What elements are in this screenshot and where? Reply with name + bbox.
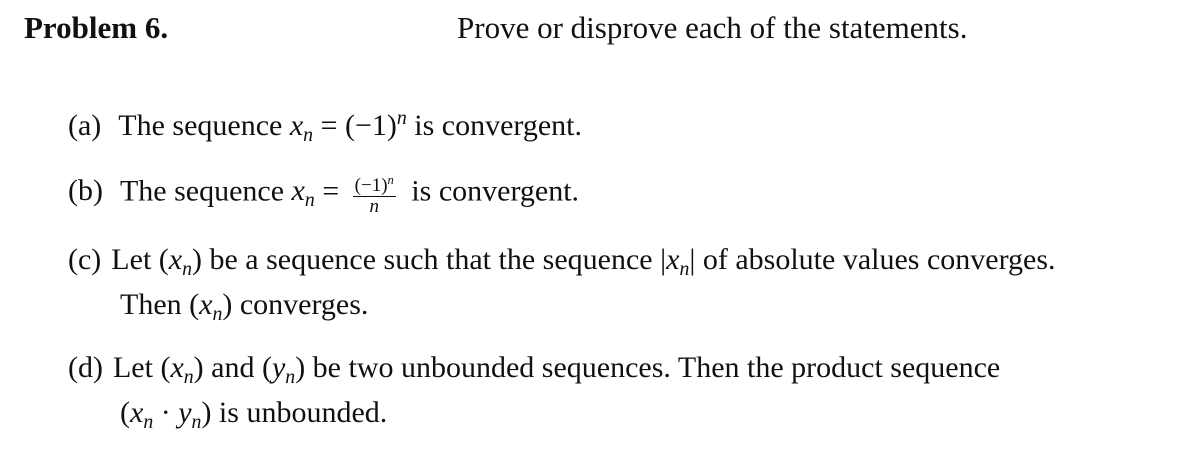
statement-d-line2: $(x_n \cdot y_n)$ is unbounded. bbox=[120, 395, 388, 433]
problem-instruction: Prove or disprove each of the statements. bbox=[457, 10, 968, 45]
var-x: $x_n$ bbox=[291, 174, 315, 212]
rhs-a: $(-1)^n$ bbox=[344, 107, 407, 142]
statement-b bbox=[68, 170, 579, 218]
statement-a-pre: The sequence bbox=[118, 108, 283, 142]
statement-c bbox=[68, 242, 1056, 332]
equals-sign: = bbox=[322, 174, 340, 208]
item-label-d: (d) bbox=[68, 351, 103, 384]
statement-d bbox=[68, 350, 1000, 440]
statement-c-line1: (c) Let $(x_n)$ be a sequence such that the sequence $|x_n|$ of absolute values converges. bbox=[68, 243, 1056, 280]
fraction-denominator: n bbox=[369, 195, 379, 217]
statement-a bbox=[68, 100, 582, 153]
statement-a-post: is convergent. bbox=[414, 108, 583, 142]
statement-c-line2: Then $(x_n)$ converges. bbox=[120, 287, 369, 325]
item-label-b: (b) bbox=[68, 174, 103, 208]
item-label-a: (a) bbox=[68, 108, 102, 142]
item-label-c: (c) bbox=[68, 243, 102, 276]
problem-title: Problem 6. bbox=[24, 10, 169, 45]
fraction-numerator: $(-1)^n$ bbox=[353, 170, 396, 197]
statement-d-line1: (d) Let $(x_n)$ and $(y_n)$ be two unbounded sequences. Then the product sequence bbox=[68, 351, 1001, 388]
statement-b-post: is convergent. bbox=[411, 174, 580, 208]
var-x: $x_n$ bbox=[289, 108, 314, 146]
statement-b-pre: The sequence bbox=[119, 174, 285, 208]
equals-sign: = bbox=[320, 108, 338, 142]
fraction bbox=[353, 170, 396, 217]
